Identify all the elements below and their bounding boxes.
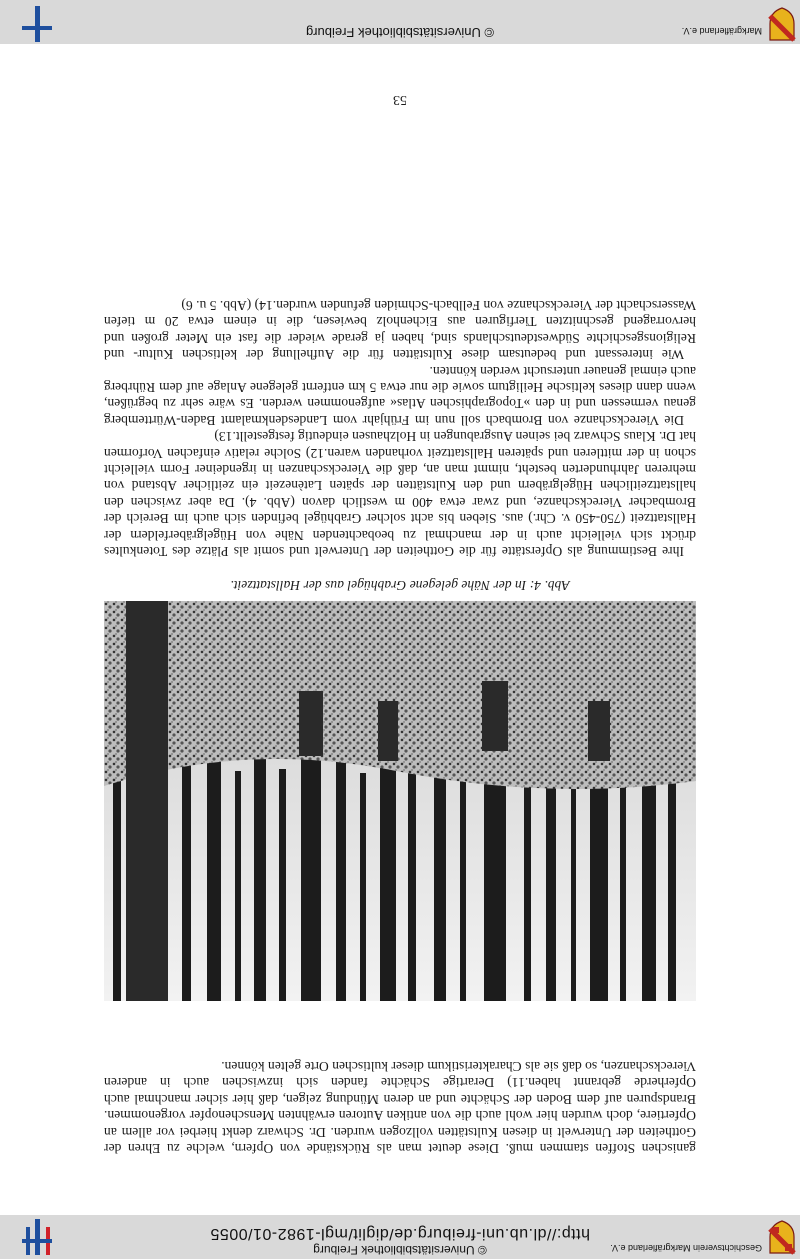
permalink-url[interactable]: http://dl.ub.uni-freiburg.de/diglit/mgl-1982-01/0055 xyxy=(210,1225,590,1242)
text-paragraph: Wie interessant und bedeutsam diese Kultstätten für die Aufhellung der keltischen Kultur- und Religionsgeschichte Südwestdeutschlands sind, haben ja gerade wieder die fast ein Meter großen und hervorragend geschnitzten Tierfiguren aus Eichenholz bewiesen, die in einem etwa 20 m tiefen Wasserschacht der Viereckschanze von Fellbach-Schmiden gefunden wurden.14) (Abb. 5 u. 6) xyxy=(104,297,696,363)
university-library-logo xyxy=(22,1219,52,1255)
text-paragraph: Die Viereckschanze von Brombach soll nun im Frühjahr vom Landesdenkmalamt Baden-Württemberg genau vermessen und in den »Topographischen Atlas« aufgenommen werden. Es wäre sehr zu begrüßen, wenn dann dieses keltische Heiligtum sowie die nur etwa 5 km entfernt gelegene Anlage auf dem Rührberg auch einmal genauer untersucht werden könnten. xyxy=(104,363,696,428)
copyright-text: © Universitätsbibliothek Freiburg xyxy=(305,25,495,40)
forest-photograph xyxy=(104,601,696,1001)
logo-caption: Markgräflerland e.V. xyxy=(681,26,762,36)
page-number: 53 xyxy=(393,92,407,107)
university-library-logo xyxy=(22,6,52,42)
header-bar xyxy=(0,1215,800,1259)
logo-caption: Geschichtsverein Markgräflerland e.V. xyxy=(610,1243,762,1253)
footer-bar xyxy=(0,0,800,44)
figure-caption: Abb. 4: In der Nähe gelegene Grabhügel aus der Hallstattzeit. xyxy=(230,578,570,593)
paragraph-top xyxy=(104,1058,696,1156)
text-paragraph: Ihre Bestimmung als Opferstätte für die Gottheiten der Unterwelt und somit als Plätze des Totenkultes drückt sich vielleicht auch in der manchmal zu beobachtenden Nähe von Hügelgräberfeldern der Hallstattzeit (750-450 v. Chr.) aus. Sieben bis acht solcher Grabhügel befinden sich auch im Bereich der Brombacher Viereckschanze, und zwar etwa 400 m westlich davon (Abb. 4). Da aber zwischen den hallstattzeitlichen Hügelgräbern und den Kultstätten der späten Latènezeit ein zeitlicher Abstand von mehreren Jahrhunderten besteht, nimmt man an, daß die Viereckschanzen in irgendeiner Form vielleicht schon in der mittleren und späteren Hallstattzeit vorhanden waren.12) Solche relativ einfachen Vorformen hat Dr. Klaus Schwarz bei seinen Ausgrabungen in Holzhausen eindeutig festgestellt.13) xyxy=(104,429,696,559)
body-text xyxy=(104,297,696,560)
copyright-text: © Universitätsbibliothek Freiburg xyxy=(313,1243,487,1257)
text-paragraph: ganischen Stoffen stammen muß. Diese deutet man als Rückstände von Opfern, welche zu Ehren der Gottheiten der Unterwelt in diesen Kultstätten vollzogen wurden. Dr. Schwarz denkt hierbei vor allem an Opfertiere, doch wurden hier wohl auch die von antiken Autoren erwähnten Menschenopfer vorgenommen. Brandspuren auf dem Boden der Schächte und an deren Mündung zeigen, daß hier sicher manchmal auch Opferherde gebrannt haben.11) Derartige Schächte fanden sich inzwischen auch in anderen Viereckschanzen, so daß sie als Charakteristikum dieser kultischen Orte gelten können. xyxy=(104,1058,696,1156)
